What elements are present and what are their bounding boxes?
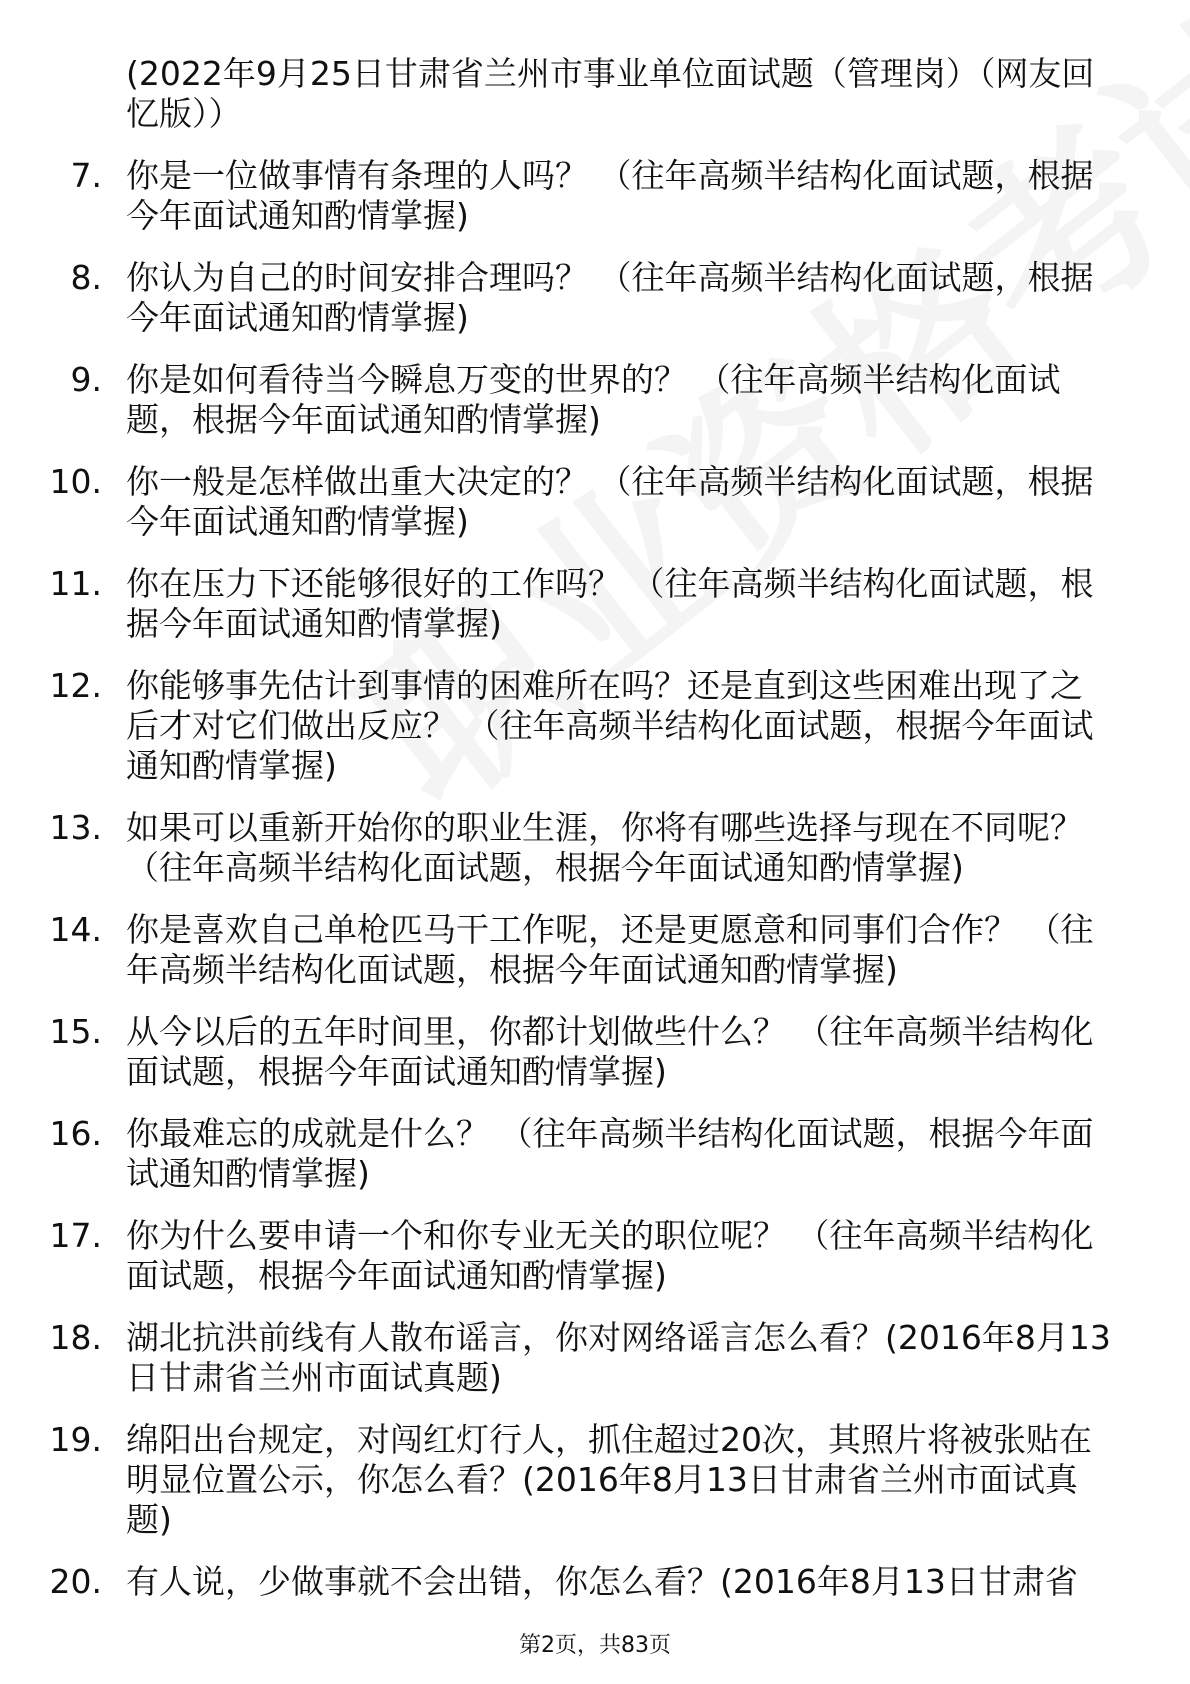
list-item-text: 你在压力下还能够很好的工作吗？ （往年高频半结构化面试题，根据今年面试通知酌情掌握) — [126, 564, 1094, 643]
list-item-text: 你是一位做事情有条理的人吗？ （往年高频半结构化面试题，根据今年面试通知酌情掌握) — [126, 156, 1094, 235]
list-item-number: 20. — [49, 1562, 102, 1601]
list-item-text: 你是喜欢自己单枪匹马干工作呢，还是更愿意和同事们合作？ （往年高频半结构化面试题，根据今年面试通知酌情掌握) — [126, 910, 1094, 989]
list-item-text: 绵阳出台规定，对闯红灯行人，抓住超过20次，其照片将被张贴在明显位置公示，你怎么看？(2016年8月13日甘肃省兰州市面试真题) — [126, 1420, 1092, 1539]
list-item — [0, 564, 1190, 644]
list-item-number: 11. — [49, 564, 102, 603]
list-item-text: 你认为自己的时间安排合理吗？ （往年高频半结构化面试题，根据今年面试通知酌情掌握) — [126, 258, 1094, 337]
list-item — [0, 360, 1190, 440]
list-item-number: 15. — [49, 1012, 102, 1051]
list-item — [0, 1114, 1190, 1194]
list-item-number: 14. — [49, 910, 102, 949]
question-list — [0, 156, 1190, 1602]
list-item-number: 7. — [70, 156, 102, 195]
list-item — [0, 910, 1190, 990]
page-content — [0, 54, 1190, 1624]
list-item — [0, 258, 1190, 338]
list-item-number: 18. — [49, 1318, 102, 1357]
list-item-text: 如果可以重新开始你的职业生涯，你将有哪些选择与现在不同呢？ （往年高频半结构化面试题，根据今年面试通知酌情掌握) — [126, 808, 1083, 887]
list-item-number: 9. — [70, 360, 102, 399]
intro-paragraph: (2022年9月25日甘肃省兰州市事业单位面试题（管理岗）（网友回忆版）） — [126, 54, 1095, 133]
list-item — [0, 1420, 1190, 1540]
list-item-text: 从今以后的五年时间里，你都计划做些什么？ （往年高频半结构化面试题，根据今年面试通知酌情掌握) — [126, 1012, 1094, 1091]
list-item-number: 19. — [49, 1420, 102, 1459]
list-item-number: 12. — [49, 666, 102, 705]
list-item — [0, 156, 1190, 236]
list-item — [0, 1216, 1190, 1296]
list-item — [0, 808, 1190, 888]
page-number-footer: 第2页，共83页 — [519, 1633, 671, 1658]
list-item — [0, 1562, 1190, 1602]
list-item — [0, 1012, 1190, 1092]
list-item-number: 17. — [49, 1216, 102, 1255]
list-item-number: 13. — [49, 808, 102, 847]
list-item-text: 你为什么要申请一个和你专业无关的职位呢？ （往年高频半结构化面试题，根据今年面试通知酌情掌握) — [126, 1216, 1094, 1295]
list-item-text: 你能够事先估计到事情的困难所在吗？还是直到这些困难出现了之后才对它们做出反应？ （往年高频半结构化面试题，根据今年面试通知酌情掌握) — [126, 666, 1094, 785]
list-item-text: 你是如何看待当今瞬息万变的世界的？ （往年高频半结构化面试题，根据今年面试通知酌情掌握) — [126, 360, 1061, 439]
list-item-text: 你一般是怎样做出重大决定的？ （往年高频半结构化面试题，根据今年面试通知酌情掌握) — [126, 462, 1094, 541]
list-item — [0, 462, 1190, 542]
list-item — [0, 666, 1190, 786]
list-item-number: 10. — [49, 462, 102, 501]
list-item-text: 有人说，少做事就不会出错，你怎么看？(2016年8月13日甘肃省 — [126, 1562, 1078, 1601]
list-item-text: 湖北抗洪前线有人散布谣言，你对网络谣言怎么看？(2016年8月13日甘肃省兰州市面试真题) — [126, 1318, 1111, 1397]
list-item-number: 16. — [49, 1114, 102, 1153]
list-item-text: 你最难忘的成就是什么？ （往年高频半结构化面试题，根据今年面试通知酌情掌握) — [126, 1114, 1094, 1193]
list-item — [0, 1318, 1190, 1398]
list-item-number: 8. — [70, 258, 102, 297]
